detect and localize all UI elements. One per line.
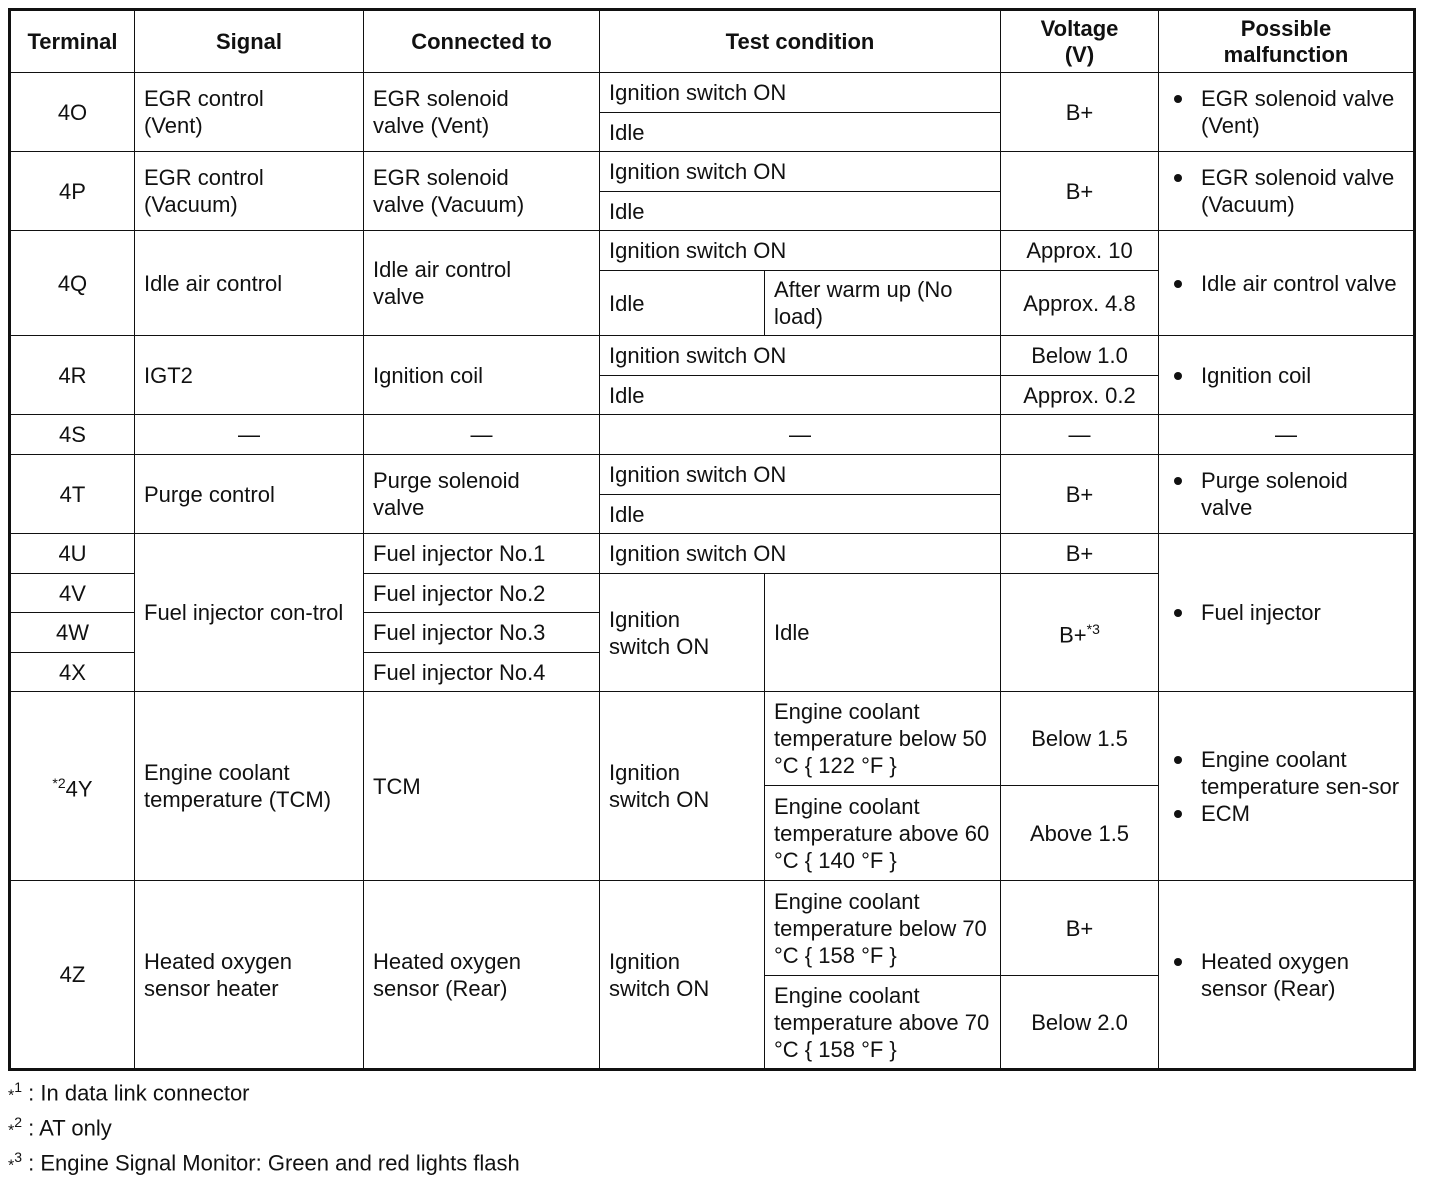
header-row (10, 10, 1415, 73)
terminal-cell: 4Z (10, 881, 135, 1070)
connected-cell: TCM (364, 692, 600, 881)
condition-cell: Ignition switch ON (600, 231, 1001, 271)
header-terminal: Terminal (10, 10, 135, 73)
condition-cell: Ignition switch ON (600, 152, 1001, 192)
table-row (10, 152, 1415, 192)
condition-sub-cell: Engine coolant temperature above 60 °C { 140 °F } (765, 786, 1001, 881)
table-row (10, 455, 1415, 495)
malfunction-item: EGR solenoid valve (Vent) (1168, 85, 1404, 139)
footnote-1: *$^1$ : In data link connector (8, 1079, 250, 1106)
condition-cell: Idle (600, 271, 765, 336)
signal-cell: EGR control (Vent) (135, 73, 364, 152)
connected-cell: Fuel injector No.1 (364, 534, 600, 574)
condition-cell: Idle (600, 376, 1001, 415)
voltage-cell: B+$^{*3}$ (1001, 574, 1159, 692)
malfunction-cell (1159, 692, 1415, 881)
voltage-cell: Below 2.0 (1001, 976, 1159, 1070)
terminal-cell: 4O (10, 73, 135, 152)
condition-cell: Ignition switch ON (600, 881, 765, 1070)
condition-cell: Ignition switch ON (600, 336, 1001, 376)
header-connected-to: Connected to (364, 10, 600, 73)
terminal-cell: 4S (10, 415, 135, 455)
voltage-cell: — (1001, 415, 1159, 455)
malfunction-cell (1159, 336, 1415, 415)
voltage-cell: Above 1.5 (1001, 786, 1159, 881)
signal-cell: Purge control (135, 455, 364, 534)
condition-cell: Idle (600, 495, 1001, 534)
voltage-cell: Approx. 4.8 (1001, 271, 1159, 336)
condition-cell: Ignition switch ON (600, 73, 1001, 113)
voltage-cell: Approx. 0.2 (1001, 376, 1159, 415)
condition-cell: Ignition switch ON (600, 455, 1001, 495)
condition-cell: — (600, 415, 1001, 455)
voltage-cell: Below 1.0 (1001, 336, 1159, 376)
signal-cell: Heated oxygen sensor heater (135, 881, 364, 1070)
terminal-cell: 4U (10, 534, 135, 574)
condition-sub-cell: Idle (765, 574, 1001, 692)
terminal-cell: 4Q (10, 231, 135, 336)
malfunction-cell (1159, 534, 1415, 692)
connected-cell: Purge solenoid valve (364, 455, 600, 534)
signal-cell: Engine coolant temperature (TCM) (135, 692, 364, 881)
malfunction-item: Heated oxygen sensor (Rear) (1168, 948, 1404, 1002)
voltage-cell: B+ (1001, 73, 1159, 152)
table-row (10, 534, 1415, 574)
voltage-cell: B+ (1001, 455, 1159, 534)
table-row (10, 336, 1415, 376)
condition-sub-cell: Engine coolant temperature above 70 °C { 158 °F } (765, 976, 1001, 1070)
table-row (10, 231, 1415, 271)
malfunction-cell: — (1159, 415, 1415, 455)
malfunction-item: Engine coolant temperature sen-sor (1168, 746, 1404, 800)
voltage-cell: Below 1.5 (1001, 692, 1159, 786)
malfunction-cell (1159, 231, 1415, 336)
connected-cell: Fuel injector No.2 (364, 574, 600, 613)
terminal-cell: 4R (10, 336, 135, 415)
malfunction-cell (1159, 73, 1415, 152)
connected-cell: EGR solenoid valve (Vent) (364, 73, 600, 152)
header-test-condition: Test condition (600, 10, 1001, 73)
condition-cell: Idle (600, 113, 1001, 152)
condition-sub-cell: Engine coolant temperature below 70 °C { 158 °F } (765, 881, 1001, 976)
malfunction-item: ECM (1168, 800, 1404, 827)
malfunction-item: Idle air control valve (1168, 270, 1404, 297)
malfunction-item: EGR solenoid valve (Vacuum) (1168, 164, 1404, 218)
signal-cell: Idle air control (135, 231, 364, 336)
terminal-cell: 4V (10, 574, 135, 613)
connected-cell: Idle air control valve (364, 231, 600, 336)
voltage-cell: Approx. 10 (1001, 231, 1159, 271)
condition-sub-cell: After warm up (No load) (765, 271, 1001, 336)
malfunction-cell (1159, 455, 1415, 534)
footnote-3: *$^3$ : Engine Signal Monitor: Green and red lights flash (8, 1149, 520, 1176)
malfunction-item: Fuel injector (1168, 599, 1404, 626)
table-row (10, 692, 1415, 786)
signal-cell: EGR control (Vacuum) (135, 152, 364, 231)
signal-cell: Fuel injector con-trol (135, 534, 364, 692)
condition-cell: Ignition switch ON (600, 534, 1001, 574)
signal-cell: IGT2 (135, 336, 364, 415)
table-row (10, 73, 1415, 113)
terminal-mark: *2 (52, 774, 66, 791)
footnote-2: *$^2$ : AT only (8, 1114, 112, 1141)
condition-sub-cell: Engine coolant temperature below 50 °C { 122 °F } (765, 692, 1001, 786)
terminal-cell: 4P (10, 152, 135, 231)
voltage-cell: B+ (1001, 534, 1159, 574)
malfunction-item: Purge solenoid valve (1168, 467, 1404, 521)
connected-cell: Ignition coil (364, 336, 600, 415)
connected-cell: Fuel injector No.4 (364, 653, 600, 692)
voltage-cell: B+ (1001, 881, 1159, 976)
malfunction-cell (1159, 881, 1415, 1070)
connected-cell: Heated oxygen sensor (Rear) (364, 881, 600, 1070)
condition-cell: Idle (600, 192, 1001, 231)
terminal-cell: 4T (10, 455, 135, 534)
connected-cell: Fuel injector No.3 (364, 613, 600, 653)
signal-cell: — (135, 415, 364, 455)
condition-cell: Ignition switch ON (600, 574, 765, 692)
terminal-cell: $^{*2}$4Y (10, 692, 135, 881)
terminal-spec-table (8, 8, 1416, 1071)
voltage-cell: B+ (1001, 152, 1159, 231)
header-voltage: Voltage (V) (1001, 10, 1159, 73)
header-possible-malfunction: Possible malfunction (1159, 10, 1415, 73)
condition-cell: Ignition switch ON (600, 692, 765, 881)
table-row (10, 415, 1415, 455)
malfunction-item: Ignition coil (1168, 362, 1404, 389)
connected-cell: — (364, 415, 600, 455)
terminal-cell: 4X (10, 653, 135, 692)
malfunction-cell (1159, 152, 1415, 231)
connected-cell: EGR solenoid valve (Vacuum) (364, 152, 600, 231)
terminal-cell: 4W (10, 613, 135, 653)
header-signal: Signal (135, 10, 364, 73)
table-row (10, 881, 1415, 976)
